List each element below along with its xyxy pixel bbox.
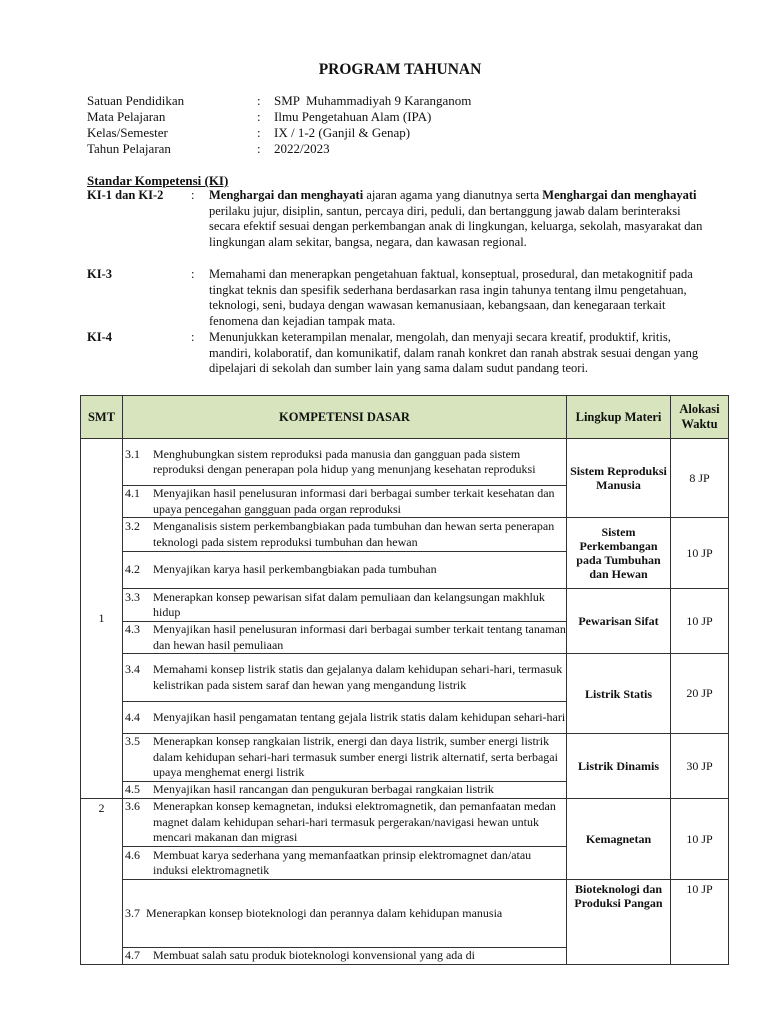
- ki-text-part: perilaku jujur, disiplin, santun, percaya diri, peduli, dan bertanggung jawab dalam berinteraksi secara efektif sesuai dengan perkembangan anak di lingkungan, keluarga, sekolah, masyarakat dan lingkungan alam sekitar, bangsa, negara, dan kawasan regional.: [209, 203, 703, 250]
- ki-bold-text: Menghargai dan menghayati: [209, 188, 364, 202]
- kd-item: [123, 710, 566, 726]
- kd-cell: [123, 948, 567, 965]
- meta-row-kelas: [87, 125, 647, 141]
- meta-label: Satuan Pendidikan: [87, 93, 185, 108]
- ki-text-part: ajaran agama yang dianutnya serta: [363, 188, 543, 202]
- kd-number: 3.4: [125, 662, 140, 676]
- meta-colon: :: [257, 93, 261, 108]
- header-alokasi-waktu: Alokasi Waktu: [671, 396, 729, 439]
- kd-cell: [123, 518, 567, 552]
- ki-text: [209, 188, 707, 251]
- kd-cell: [123, 439, 567, 486]
- kd-item: [123, 799, 566, 846]
- alokasi-cell: 10 JP: [671, 518, 729, 589]
- kd-number: 4.3: [125, 622, 140, 636]
- kd-cell: [123, 589, 567, 622]
- kd-text: Menerapkan konsep bioteknologi dan perannya dalam kehidupan manusia: [146, 905, 503, 920]
- meta-label: Tahun Pelajaran: [87, 141, 171, 156]
- table-header-row: [81, 396, 729, 439]
- kd-item: [123, 734, 566, 781]
- kd-item: [123, 848, 566, 879]
- kd-text: Menghubungkan sistem reproduksi pada manusia dan gangguan pada sistem reproduksi dengan penerapan pola hidup yang menunjang kesehatan reproduksi: [153, 446, 536, 476]
- kd-item: [123, 486, 566, 517]
- kd-item: [123, 519, 566, 550]
- lingkup-materi-cell: Listrik Dinamis: [567, 734, 671, 799]
- kd-number: 3.7: [125, 905, 140, 920]
- ki-colon: :: [191, 188, 195, 202]
- identity-block: [87, 93, 647, 157]
- header-smt: SMT: [81, 396, 123, 439]
- kd-text: Menyajikan hasil pengamatan tentang gejala listrik statis dalam kehidupan sehari-hari: [153, 709, 566, 724]
- ki-text: Menunjukkan keterampilan menalar, mengolah, dan menyaji secara kreatif, produktif, kritis, mandiri, kolaboratif, dan komunikatif, dalam ranah konkret dan ranah abstrak sesuai dengan yang dipelajari di sekolah dan sumber lain yang sama dalam sudut pandang teori.: [209, 330, 699, 376]
- ki-colon: :: [191, 330, 195, 344]
- meta-row-tahun: [87, 141, 647, 157]
- ki-4: [87, 330, 707, 377]
- table-row: [81, 518, 729, 552]
- ki-text: Memahami dan menerapkan pengetahuan faktual, konseptual, prosedural, dan metakognitif pada tingkat teknis dan spesifik sederhana berdasarkan rasa ingin tahunya tentang ilmu pengetahuan, teknologi, seni, budaya dengan wawasan kemanusiaan, kebangsaan, dan kenegaraan terkait fenomena dan kejadian tampak mata.: [209, 267, 693, 329]
- table-row: [81, 589, 729, 622]
- meta-label: Mata Pelajaran: [87, 109, 166, 124]
- semester-cell: 1: [81, 439, 123, 799]
- kd-item: [123, 906, 566, 922]
- kd-cell: [123, 486, 567, 518]
- kd-cell: [123, 552, 567, 589]
- kd-number: 4.6: [125, 847, 140, 862]
- alokasi-cell: 10 JP: [671, 799, 729, 880]
- kd-text: Menerapkan konsep kemagnetan, induksi elektromagnetik, dan pemanfaatan medan magnet dalam kehidupan sehari-hari termasuk pergerakan/navigasi hewan untuk mencari makanan dan migrasi: [153, 799, 556, 845]
- kd-item: [123, 622, 566, 653]
- header-kompetensi-dasar: KOMPETENSI DASAR: [123, 396, 567, 439]
- ki-bold-text: Menghargai dan menghayati: [542, 188, 697, 202]
- kd-cell: [123, 782, 567, 799]
- kompetensi-dasar-table: [80, 395, 729, 965]
- lingkup-materi-cell: Pewarisan Sifat: [567, 589, 671, 654]
- table-row: [81, 654, 729, 702]
- kd-text: Menyajikan hasil penelusuran informasi dari berbagai sumber terkait tentang tanaman dan hewan hasil pemuliaan: [153, 622, 566, 652]
- lingkup-materi-cell: Kemagnetan: [567, 799, 671, 880]
- meta-value: IX / 1-2 (Ganjil & Genap): [274, 125, 411, 140]
- kd-item: [123, 948, 566, 964]
- alokasi-cell: 10 JP: [671, 880, 729, 965]
- kd-item: [123, 662, 566, 693]
- kd-text: Menyajikan hasil penelusuran informasi dari berbagai sumber terkait kesehatan dan upaya pencegahan gangguan pada organ reproduksi: [153, 486, 555, 516]
- kd-number: 4.5: [125, 782, 140, 797]
- header-lingkup-materi: Lingkup Materi: [567, 396, 671, 439]
- ki-label: KI-4: [87, 330, 112, 344]
- lingkup-materi-cell: Bioteknologi dan Produksi Pangan: [567, 880, 671, 965]
- table-row: [81, 880, 729, 948]
- kd-number: 3.6: [125, 799, 140, 814]
- kd-cell: [123, 622, 567, 654]
- kd-cell: [123, 702, 567, 734]
- kd-text: Membuat karya sederhana yang memanfaatkan prinsip elektromagnet dan/atau induksi elektromagnetik: [153, 847, 532, 877]
- kd-text: Menganalisis sistem perkembangbiakan pada tumbuhan dan hewan serta penerapan teknologi pada sistem reproduksi tumbuhan dan hewan: [153, 519, 555, 549]
- meta-value: Ilmu Pengetahuan Alam (IPA): [274, 109, 432, 124]
- kd-number: 3.3: [125, 589, 140, 604]
- ki-3: [87, 267, 707, 330]
- table-row: [81, 439, 729, 486]
- kd-text: Menyajikan hasil rancangan dan pengukuran berbagai rangkaian listrik: [153, 782, 494, 797]
- lingkup-materi-cell: Listrik Statis: [567, 654, 671, 734]
- ki-colon: :: [191, 267, 195, 281]
- meta-colon: :: [257, 109, 261, 124]
- ki-heading: Standar Kompetensi (KI): [87, 173, 229, 188]
- kd-number: 4.2: [125, 562, 140, 577]
- kd-item: [123, 782, 566, 798]
- kd-item: [123, 562, 566, 578]
- kd-number: 3.1: [125, 446, 140, 461]
- table-row: [81, 799, 729, 847]
- kd-number: 3.2: [125, 519, 140, 533]
- alokasi-cell: 20 JP: [671, 654, 729, 734]
- meta-row-mapel: [87, 109, 647, 125]
- meta-colon: :: [257, 141, 261, 156]
- ki-label: KI-1 dan KI-2: [87, 188, 164, 202]
- page-title: PROGRAM TAHUNAN: [318, 61, 482, 78]
- lingkup-materi-cell: Sistem Perkembangan pada Tumbuhan dan Hewan: [567, 518, 671, 589]
- meta-value: SMP Muhammadiyah 9 Karanganom: [274, 93, 472, 108]
- kd-cell: [123, 799, 567, 847]
- meta-value: 2022/2023: [274, 141, 330, 156]
- lingkup-materi-cell: Sistem Reproduksi Manusia: [567, 439, 671, 518]
- kd-text: Memahami konsep listrik statis dan gejalanya dalam kehidupan sehari-hari, termasuk kelistrikan pada sistem saraf dan hewan yang mengandung listrik: [153, 662, 563, 692]
- table-row: [81, 734, 729, 782]
- alokasi-cell: 8 JP: [671, 439, 729, 518]
- kd-cell: [123, 734, 567, 782]
- kd-text: Menerapkan konsep rangkaian listrik, energi dan daya listrik, sumber energi listrik dalam kehidupan sehari-hari termasuk sumber energi listrik alternatif, serta berbagai upaya menghemat energi listrik: [153, 734, 558, 780]
- kd-number: 4.1: [125, 486, 140, 500]
- semester-cell: 2: [81, 799, 123, 965]
- meta-label: Kelas/Semester: [87, 125, 168, 140]
- kd-text: Menerapkan konsep pewarisan sifat dalam pemuliaan dan kelangsungan makhluk hidup: [153, 589, 545, 619]
- ki-1-2: [87, 188, 707, 251]
- meta-colon: :: [257, 125, 261, 140]
- kd-item: [123, 590, 566, 621]
- ki-label: KI-3: [87, 267, 112, 281]
- kd-number: 4.4: [125, 709, 140, 724]
- kd-text: Membuat salah satu produk bioteknologi konvensional yang ada di: [153, 948, 475, 963]
- kd-number: 4.7: [125, 948, 140, 963]
- kd-cell: [123, 847, 567, 880]
- meta-row-satuan: [87, 93, 647, 109]
- kd-cell: [123, 880, 567, 948]
- kd-item: [123, 447, 566, 478]
- alokasi-cell: 10 JP: [671, 589, 729, 654]
- kd-text: Menyajikan karya hasil perkembangbiakan pada tumbuhan: [153, 562, 437, 577]
- kd-cell: [123, 654, 567, 702]
- kd-number: 3.5: [125, 734, 140, 749]
- alokasi-cell: 30 JP: [671, 734, 729, 799]
